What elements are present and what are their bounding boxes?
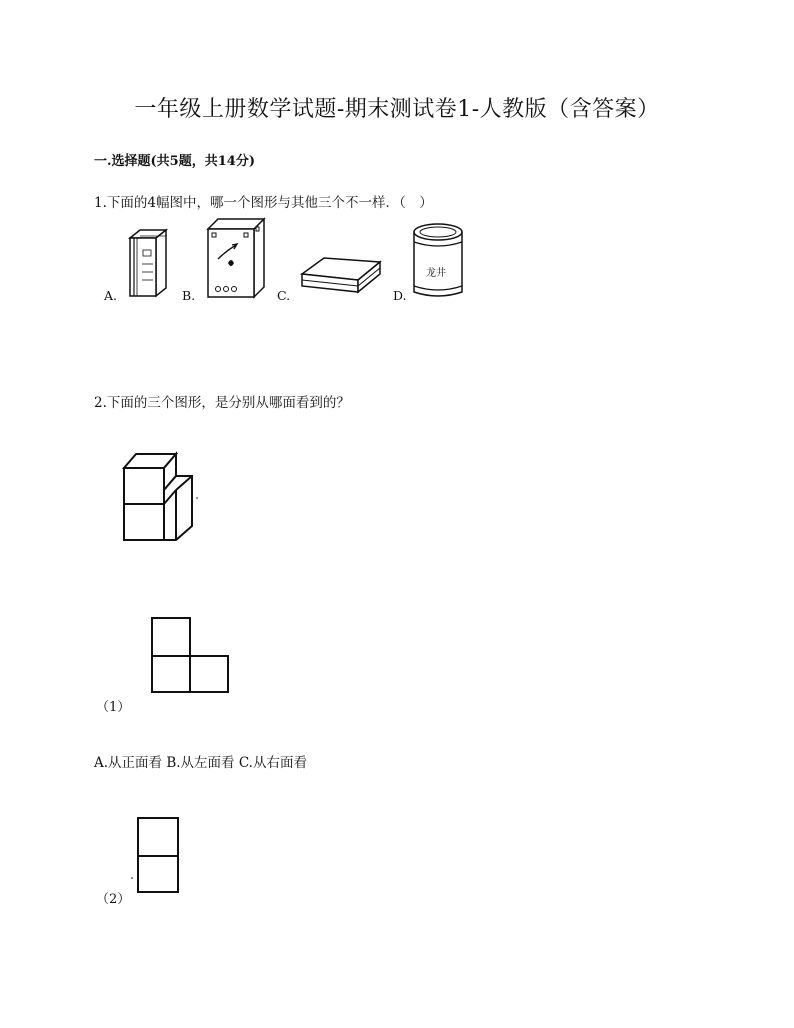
view-1-figure	[150, 616, 232, 696]
answer-choices: A.从正面看 B.从左面看 C.从右面看	[94, 755, 307, 771]
option-b-label: B.	[182, 288, 196, 303]
question-1-text: 1.下面的4幅图中，哪一个图形与其他三个不一样．（ ）	[94, 195, 433, 211]
option-c-label: C.	[277, 288, 291, 303]
cube-stack-figure	[120, 450, 202, 544]
view-2-label: （2）	[96, 892, 131, 907]
jar-label-text: 龙井	[426, 268, 446, 279]
option-d-label: D.	[393, 288, 407, 303]
section-heading: 一.选择题(共5题，共14分)	[94, 154, 255, 169]
view-2-figure	[128, 816, 182, 896]
book-illustration	[126, 228, 170, 300]
document-title: 一年级上册数学试题-期末测试卷1-人教版（含答案）	[134, 97, 660, 122]
carton-illustration	[204, 217, 268, 299]
question-2-text: 2.下面的三个图形，是分别从哪面看到的？	[94, 395, 350, 411]
jar-illustration	[410, 218, 466, 300]
flat-box-illustration	[298, 252, 384, 300]
view-1-label: （1）	[96, 700, 131, 715]
option-a-label: A.	[104, 288, 118, 303]
